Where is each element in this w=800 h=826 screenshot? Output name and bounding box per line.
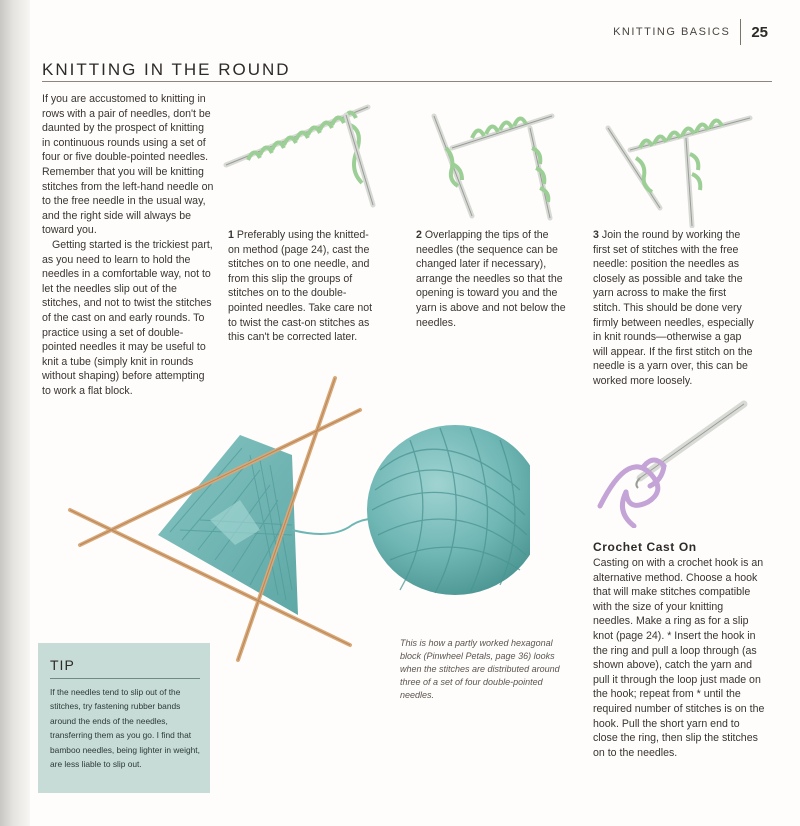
step3-illustration [600,108,760,228]
intro-paragraph-2: Getting started is the trickiest part, as you need to learn to hold the needles in a comfortable way, not to let the needles slip out of the stitches, and not to twist the stitches of the cast on and early rounds. To practice using a set of double-pointed needles it may be useful to knit a tube (simply knit in rounds without shaping) before attempting to work a flat block. [42,238,213,397]
step-2 [416,228,574,330]
step-1 [228,228,378,345]
tip-heading: TIP [50,657,75,673]
step-text: Preferably using the knitted-on method (page 24), cast the stitches on to one needle, and from this slip the groups of stitches on to the double-pointed needles. Take care not to twist the cast-on stitches as this can't be corrected later. [228,229,373,344]
knitting-photo [60,360,530,670]
step-3 [593,228,755,389]
step-text: Overlapping the tips of the needles (the sequence can be changed later if necessary), arrange the needles so that the opening is toward you and the yarn is above and not below the needles. [416,229,566,329]
crochet-heading: Crochet Cast On [593,540,697,554]
step2-illustration [412,108,572,223]
section-name: KNITTING BASICS [613,26,731,38]
step-text: Join the round by working the first set of stitches with the free needle: position the needles as closely as possible and take the yarn across to make the first stitch. This should be done very firmly between needles, especially in knit rounds—otherwise a gap will appear. If the first stitch on the needle is a yarn over, this can be worked more loosely. [593,229,754,387]
step-number: 2 [416,229,422,241]
book-spine-shadow [0,0,30,826]
tip-box [38,643,210,793]
crochet-text: Casting on with a crochet hook is an alternative method. Choose a hook that will make stitches compatible with the size of your knitting needles. Make a ring as for a slip knot (page 24). * Insert the hook in the ring and pull a loop through (as shown above), catch the yarn and pull it through the loop just made on the hook; repeat from * until the required number of stitches is on the hook. Pull the short yarn end to close the ring, then slip the stitches on to the needles. [593,557,765,759]
step1-illustration [218,95,388,210]
running-header [613,20,768,44]
photo-caption: This is how a partly worked hexagonal block (Pinwheel Petals, page 36) looks when the stitches are distributed around three of a set of four double-pointed needles. [400,638,560,700]
intro-text [42,92,214,398]
page-number: 25 [751,23,768,41]
tip-divider [50,678,200,679]
title-rule [42,81,772,82]
step-number: 3 [593,229,599,241]
page-title: KNITTING IN THE ROUND [42,60,291,79]
step-number: 1 [228,229,234,241]
tip-text: If the needles tend to slip out of the stitches, try fastening rubber bands around the ends of the needles, transferring them as you go. I find that bamboo needles, being lighter in weight, are less liable to slip out. [50,687,200,770]
header-divider [740,19,741,45]
intro-paragraph-1: If you are accustomed to knitting in rows with a pair of needles, don't be daunted by the prospect of knitting in continuous rounds using a set of four or five double-pointed needles. Remember that you will be knitting stitches from the left-hand needle on to the free needle in the usual way, and the right side will always be toward you. [42,93,214,237]
crochet-illustration [596,396,764,528]
